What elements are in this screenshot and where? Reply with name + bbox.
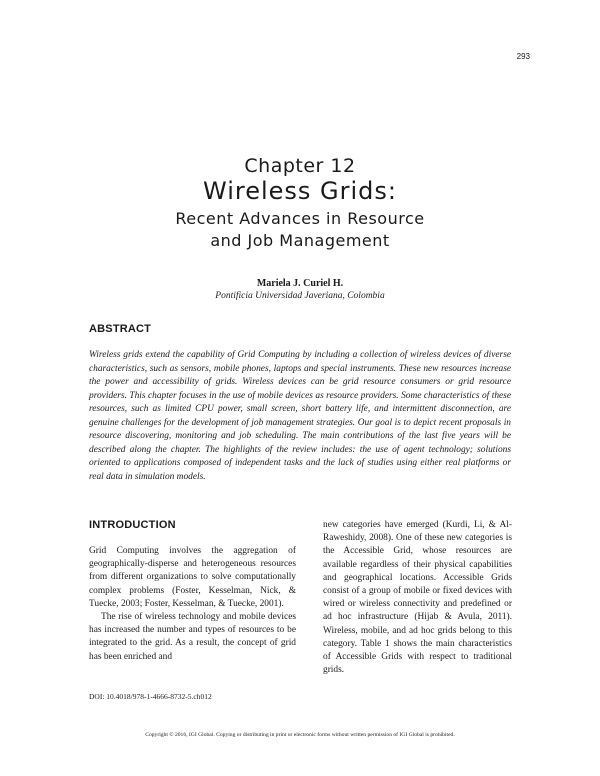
introduction-heading: INTRODUCTION [89, 519, 176, 531]
author-name: Mariela J. Curiel H. [256, 278, 344, 289]
author-affiliation: Pontificia Universidad Javeriana, Colombia [215, 291, 385, 301]
copyright-notice: Copyright © 2016, IGI Global. Copying or distributing in print or electronic forms without written permission of IGI Global is prohibited. [145, 732, 455, 738]
doi: DOI: 10.4018/978-1-4666-8732-5.ch012 [89, 692, 212, 701]
subtitle-line-1: Recent Advances in Resource [175, 209, 425, 228]
page-number: 293 [516, 52, 530, 61]
intro-paragraph-1: Grid Computing involves the aggregation of geographically-disperse and heterogeneous resources from different organizations to solve computationally complex problems (Foster, Kesselman, Nick, & Tuecke, 2003; Foster, Kesselman, & Tuecke, 2001). [89, 546, 296, 609]
chapter-subtitle [0, 208, 600, 252]
abstract-text: Wireless grids extend the capability of Grid Computing by including a collection of wireless devices of diverse characteristics, such as sensors, mobile phones, laptops and special instruments. These new resources increase the power and accessibility of grids. Wireless devices can be grid resource consumers or grid resource providers. This chapter focuses in the use of mobile devices as resource providers. Some characteristics of these resources, such as limited CPU power, small screen, short battery life, and intermittent disconnection, are genuine challenges for the development of job management strategies. Our goal is to depict recent proposals in resource discovering, monitoring and job scheduling. The main contributions of the last five years will be described along the chapter. The highlights of the review includes: the use of agent technology; solutions oriented to applications composed of independent tasks and the lack of studies using either real platforms or real data in simulation models. [89, 350, 511, 482]
chapter-title: Wireless Grids: [202, 177, 397, 205]
abstract-heading: ABSTRACT [89, 323, 152, 335]
chapter-label: Chapter 12 [244, 155, 356, 177]
intro-paragraph-3: new categories have emerged (Kurdi, Li, & Al-Raweshidy, 2008). One of these new categories is the Accessible Grid, whose resources are available regardless of their physical capabilities and geographical locations. Accessible Grids consist of a group of mobile or fixed devices with wired or wireless connectivity and predefined or ad hoc infrastructure (Hijab & Avula, 2011). Wireless, mobile, and ad hoc grids belong to this category. Table 1 shows the main characteristics of Accessible Grids with respect to traditional grids. [323, 520, 512, 676]
intro-paragraph-2: The rise of wireless technology and mobile devices has increased the number and types of resources to be integrated to the grid. As a result, the concept of grid has been enriched and [89, 612, 296, 662]
subtitle-line-2: and Job Management [210, 231, 390, 250]
introduction-left-column [89, 545, 296, 664]
